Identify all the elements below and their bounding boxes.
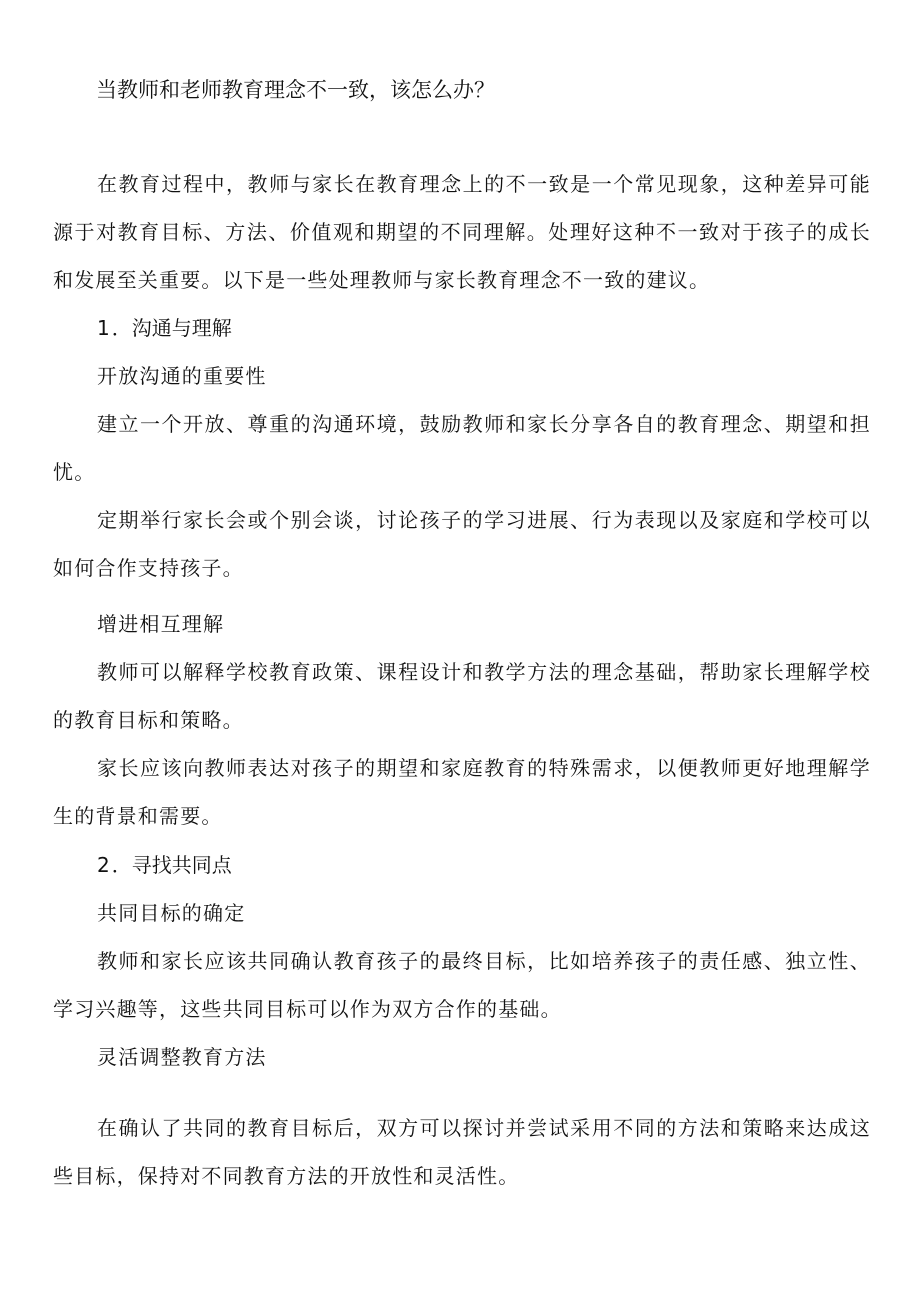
subsection-title: 增进相互理解 (97, 612, 225, 636)
paragraph: 教师和家长应该共同确认教育孩子的最终目标，比如培养孩子的责任感、独立性、学习兴趣等，这些共同目标可以作为双方合作的基础。 (53, 949, 871, 1021)
section-heading-1 (97, 304, 232, 352)
section-number: 1 (97, 316, 112, 340)
paragraph: 在确认了共同的教育目标后，双方可以探讨并尝试采用不同的方法和策略来达成这些目标，保持对不同教育方法的开放性和灵活性。 (53, 1116, 871, 1188)
subsection-title: 开放沟通的重要性 (97, 364, 267, 388)
section-number: 2 (97, 853, 112, 877)
subsection-title: 共同目标的确定 (97, 901, 246, 925)
subsection-title: 灵活调整教育方法 (97, 1045, 267, 1069)
section-heading-2 (97, 841, 232, 889)
document-title: 当教师和老师教育理念不一致，该怎么办？ (96, 78, 495, 102)
section-title: ．沟通与理解 (111, 316, 232, 340)
paragraph: 定期举行家长会或个别会谈，讨论孩子的学习进展、行为表现以及家庭和学校可以如何合作支持孩子。 (53, 508, 871, 580)
intro-paragraph: 在教育过程中，教师与家长在教育理念上的不一致是一个常见现象，这种差异可能源于对教育目标、方法、价值观和期望的不同理解。处理好这种不一致对于孩子的成长和发展至关重要。以下是一些处理教师与家长教育理念不一致的建议。 (53, 172, 871, 292)
paragraph: 家长应该向教师表达对孩子的期望和家庭教育的特殊需求，以便教师更好地理解学生的背景和需要。 (53, 756, 871, 828)
section-title: ．寻找共同点 (111, 853, 232, 877)
paragraph: 教师可以解释学校教育政策、课程设计和教学方法的理念基础，帮助家长理解学校的教育目标和策略。 (53, 660, 871, 732)
paragraph: 建立一个开放、尊重的沟通环境，鼓励教师和家长分享各自的教育理念、期望和担忧。 (53, 412, 871, 484)
